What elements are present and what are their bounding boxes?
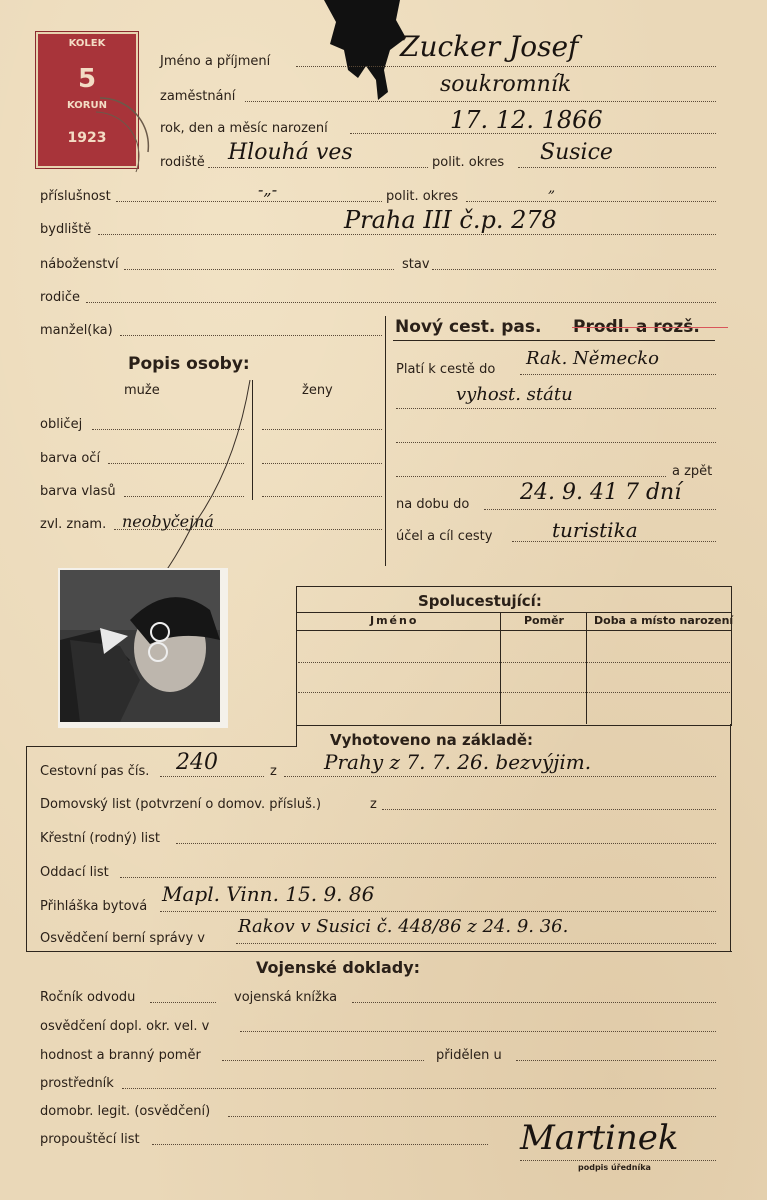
companions-header-rule bbox=[296, 630, 732, 631]
polit-okres2-line bbox=[466, 201, 716, 202]
marriage-line bbox=[120, 877, 716, 878]
eyes-label: barva očí bbox=[40, 451, 101, 466]
eyes-line-women bbox=[262, 463, 382, 464]
polit-okres-label: polit. okres bbox=[432, 155, 505, 170]
signature-value: Martinek bbox=[520, 1118, 679, 1158]
military-year-line bbox=[150, 1002, 216, 1003]
valid-line bbox=[520, 374, 716, 375]
marks-label: zvl. znam. bbox=[40, 517, 107, 532]
marks-value: neobyčejná bbox=[122, 512, 214, 531]
polit-okres2-value: „ bbox=[548, 180, 556, 196]
issued-from-line bbox=[284, 776, 716, 777]
hair-line-women bbox=[262, 496, 382, 497]
companions-title-rule bbox=[296, 612, 732, 613]
issued-box-top-left bbox=[26, 746, 296, 747]
col-birth-header: Doba a místo narození bbox=[594, 614, 734, 627]
marriage-label: Oddací list bbox=[40, 865, 109, 880]
religion-line bbox=[124, 269, 394, 270]
military-cert-line bbox=[240, 1031, 716, 1032]
companions-row-1 bbox=[298, 662, 730, 663]
issued-passport-label: Cestovní pas čís. bbox=[40, 764, 150, 779]
birth-label: rok, den a měsíc narození bbox=[160, 121, 328, 136]
issued-passport-line bbox=[160, 776, 264, 777]
housing-value: Mapl. Vinn. 15. 9. 86 bbox=[162, 882, 375, 906]
residence-label: bydliště bbox=[40, 222, 92, 237]
valid-line-3 bbox=[396, 442, 716, 443]
military-book-label: vojenská knížka bbox=[234, 990, 338, 1005]
torn-hole bbox=[318, 0, 408, 100]
occupation-value: soukromník bbox=[440, 72, 572, 97]
section-divider bbox=[385, 316, 386, 566]
military-discharge-label: propouštěcí list bbox=[40, 1132, 140, 1147]
birthplace-label: rodiště bbox=[160, 155, 205, 170]
name-line bbox=[296, 66, 716, 67]
stamp-top-text: KOLEK bbox=[68, 38, 106, 49]
military-rank-line bbox=[222, 1060, 424, 1061]
parents-line bbox=[86, 302, 716, 303]
residence-line bbox=[98, 234, 716, 235]
name-label: Jméno a příjmení bbox=[160, 54, 271, 69]
birth-cert-label: Křestní (rodný) list bbox=[40, 831, 161, 846]
birthplace-line bbox=[208, 167, 428, 168]
polit-okres-line bbox=[518, 167, 716, 168]
passport-title-right: Prodl. a rozš. bbox=[573, 317, 700, 337]
signature-line bbox=[520, 1160, 716, 1161]
postmark-icon bbox=[96, 92, 156, 192]
portrait-icon bbox=[60, 570, 220, 722]
spouse-line bbox=[120, 335, 382, 336]
military-cert-label: osvědčení dopl. okr. vel. v bbox=[40, 1019, 210, 1034]
housing-label: Přihláška bytová bbox=[40, 899, 148, 914]
issued-z-label: z bbox=[270, 764, 277, 779]
occupation-label: zaměstnání bbox=[160, 89, 236, 104]
citizenship-line bbox=[116, 201, 382, 202]
tax-value: Rakov v Susici č. 448/86 z 24. 9. 36. bbox=[238, 916, 569, 937]
stamp-year: 1923 bbox=[67, 130, 107, 146]
valid-line-4 bbox=[396, 476, 666, 477]
military-middle-label: prostředník bbox=[40, 1076, 114, 1091]
issued-box-left bbox=[26, 746, 27, 952]
domov-line bbox=[382, 809, 716, 810]
status-line bbox=[432, 269, 716, 270]
duration-value: 24. 9. 41 7 dní bbox=[520, 480, 682, 505]
military-legion-label: domobr. legit. (osvědčení) bbox=[40, 1104, 211, 1119]
status-label: stav bbox=[402, 257, 430, 272]
valid-value-2: vyhost. státu bbox=[456, 384, 573, 405]
strike-line bbox=[150, 380, 260, 580]
companions-col-1 bbox=[500, 612, 501, 724]
polit-okres-value: Susice bbox=[540, 140, 613, 165]
purpose-label: účel a cíl cesty bbox=[396, 529, 493, 544]
military-book-line bbox=[352, 1002, 716, 1003]
occupation-line bbox=[245, 101, 716, 102]
spouse-label: manžel(ka) bbox=[40, 323, 113, 338]
col-name-header: Jméno bbox=[370, 614, 419, 627]
citizenship-label: příslušnost bbox=[40, 189, 111, 204]
religion-label: náboženství bbox=[40, 257, 119, 272]
portrait-photo bbox=[58, 568, 228, 728]
stamp-currency: KORUN bbox=[67, 100, 107, 111]
signature-label: podpis úředníka bbox=[578, 1163, 651, 1172]
hair-label: barva vlasů bbox=[40, 484, 116, 499]
housing-line bbox=[160, 911, 716, 912]
face-line-women bbox=[262, 429, 382, 430]
military-middle-line bbox=[122, 1088, 716, 1089]
birth-value: 17. 12. 1866 bbox=[450, 106, 603, 134]
birth-cert-line bbox=[176, 843, 716, 844]
passport-title-left: Nový cest. pas. bbox=[395, 317, 542, 337]
portrait-image bbox=[60, 570, 220, 722]
col-women-label: ženy bbox=[302, 383, 333, 398]
issued-box-right bbox=[730, 724, 731, 952]
tax-line bbox=[236, 943, 716, 944]
red-strike bbox=[572, 327, 728, 328]
parents-label: rodiče bbox=[40, 290, 81, 305]
companions-col-2 bbox=[586, 612, 587, 724]
issued-passport-value: 240 bbox=[176, 750, 218, 775]
birthplace-value: Hlouhá ves bbox=[228, 140, 353, 165]
passport-title-underline bbox=[393, 340, 715, 341]
issued-from-value: Prahy z 7. 7. 26. bezvýjim. bbox=[324, 750, 592, 774]
duration-label: na dobu do bbox=[396, 497, 470, 512]
valid-line-2 bbox=[396, 408, 716, 409]
military-assigned-line bbox=[516, 1060, 716, 1061]
companions-row-2 bbox=[298, 692, 730, 693]
polit-okres2-label: polit. okres bbox=[386, 189, 459, 204]
description-title: Popis osoby: bbox=[128, 354, 250, 374]
citizenship-value: -„- bbox=[258, 180, 278, 199]
issued-title: Vyhotoveno na základě: bbox=[330, 731, 534, 749]
col-relation-header: Poměr bbox=[524, 614, 564, 627]
military-year-label: Ročník odvodu bbox=[40, 990, 136, 1005]
military-assigned-label: přidělen u bbox=[436, 1048, 502, 1063]
military-legion-line bbox=[228, 1116, 716, 1117]
duration-line bbox=[484, 509, 716, 510]
name-value: Zucker Josef bbox=[400, 30, 579, 63]
military-discharge-line bbox=[152, 1144, 488, 1145]
purpose-value: turistika bbox=[552, 518, 638, 542]
companions-title: Spolucestující: bbox=[418, 592, 542, 610]
residence-value: Praha III č.p. 278 bbox=[344, 206, 557, 234]
military-title: Vojenské doklady: bbox=[256, 958, 421, 977]
issued-box-notch bbox=[296, 724, 297, 747]
face-label: obličej bbox=[40, 417, 83, 432]
domov-z-label: z bbox=[370, 797, 377, 812]
stamp-value: 5 bbox=[77, 64, 97, 94]
back-label: a zpět bbox=[672, 464, 713, 479]
valid-label: Platí k cestě do bbox=[396, 362, 496, 377]
tax-label: Osvědčení berní správy v bbox=[40, 931, 205, 946]
domov-label: Domovský list (potvrzení o domov. přísluš.) bbox=[40, 797, 322, 812]
issued-box-bottom bbox=[26, 951, 732, 952]
col-men-label: muže bbox=[124, 383, 160, 398]
military-rank-label: hodnost a branný poměr bbox=[40, 1048, 201, 1063]
valid-value: Rak. Německo bbox=[526, 348, 659, 369]
